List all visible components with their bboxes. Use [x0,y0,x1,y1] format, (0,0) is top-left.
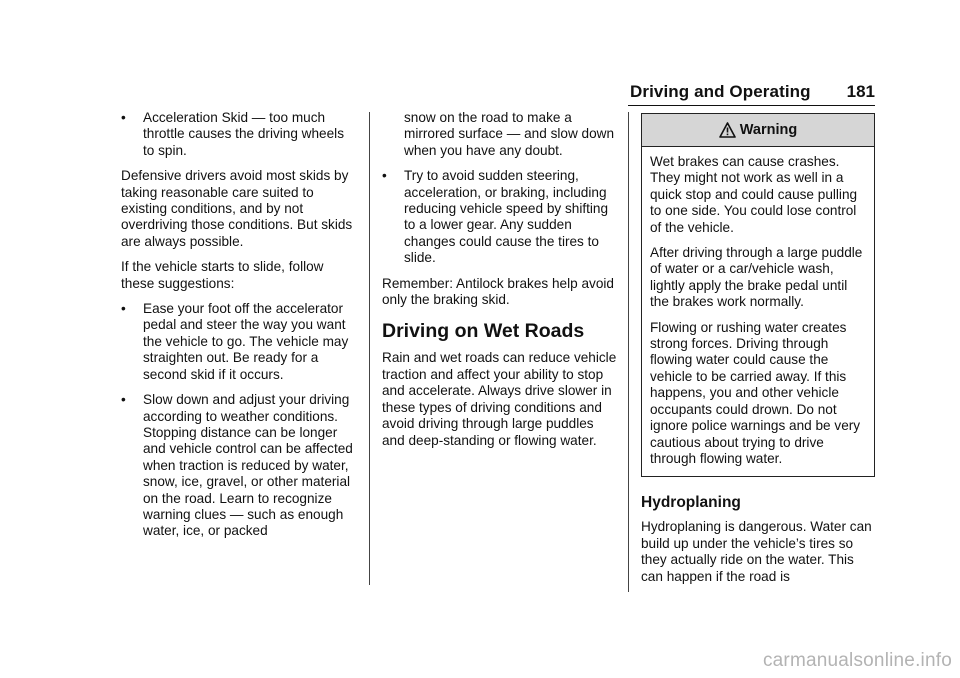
bullet-text: Slow down and adjust your driving according to weather conditions. Stopping distance can be longer and vehicle control can be affected when traction is reduced by water, snow, ice, gravel, or other material on the road. Learn to recognize warning clues — such as enough water, ice, or packed [143,392,353,539]
bullet-slow-down-continued [382,110,618,159]
header-rule [628,105,875,106]
warning-paragraph-2: After driving through a large puddle of water or a car/vehicle wash, lightly apply the brake pedal until the brakes work normally. [650,245,863,310]
bullet-text: Try to avoid sudden steering, acceleration, or braking, including reducing vehicle speed by shifting to a lower gear. Any sudden changes could cause the tires to slide. [404,168,609,266]
column-2 [382,110,618,458]
paragraph-defensive-drivers: Defensive drivers avoid most skids by taking reasonable care suited to existing conditions, and by not overdriving those conditions. But skids are always possible. [121,168,353,249]
column-3 [641,110,875,594]
column-divider-1 [369,112,370,585]
paragraph-hydroplaning: Hydroplaning is dangerous. Water can build up under the vehicle’s tires so they actually ride on the water. This can happen if the road is [641,519,872,584]
bullet-text: Ease your foot off the accelerator pedal and steer the way you want the vehicle to go. The vehicle may straighten out. Be ready for a second skid if it occurs. [143,301,349,382]
bullet-ease-foot [121,301,357,383]
section-title: Driving and Operating [630,82,811,101]
bullet-avoid-sudden [382,168,618,266]
bullet-dot: • [382,168,387,184]
page-header [600,82,875,106]
paragraph-wet-roads: Rain and wet roads can reduce vehicle traction and affect your ability to stop and accelerate. Always drive slower in these types of driving conditions and avoid driving through large puddles and deep-standing or flowing water. [382,350,617,448]
heading-hydroplaning: Hydroplaning [641,494,741,512]
warning-body [642,147,874,467]
column-1 [121,110,357,549]
bullet-dot: • [121,392,126,408]
warning-triangle-icon [719,122,736,138]
warning-header [642,114,874,147]
warning-title: Warning [739,121,798,138]
column-divider-2 [628,112,629,592]
bullet-slow-down [121,392,357,540]
heading-wet-roads: Driving on Wet Roads [382,320,585,343]
warning-paragraph-3: Flowing or rushing water creates strong forces. Driving through flowing water could cause the vehicle to be carried away. If this happens, you and other vehicle occupants could drown. Do not ignore police warnings and be very cautious about trying to drive through flowing water. [650,319,861,466]
bullet-dot: • [121,110,126,125]
bullet-text: snow on the road to make a mirrored surface — and slow down when you have any doubt. [404,110,615,158]
bullet-dot: • [121,301,126,317]
warning-box [641,113,875,477]
paragraph-antilock: Remember: Antilock brakes help avoid only the braking skid. [382,275,614,308]
page-number: 181 [846,82,875,101]
warning-paragraph-1: Wet brakes can cause crashes. They might not work as well in a quick stop and could cause pulling to one side. You could lose control of the vehicle. [650,154,858,235]
watermark: carmanualsonline.info [762,650,952,671]
bullet-acceleration-skid [121,110,357,159]
paragraph-slide-intro: If the vehicle starts to slide, follow these suggestions: [121,259,324,291]
bullet-text: Acceleration Skid — too much throttle causes the driving wheels to spin. [143,110,344,158]
